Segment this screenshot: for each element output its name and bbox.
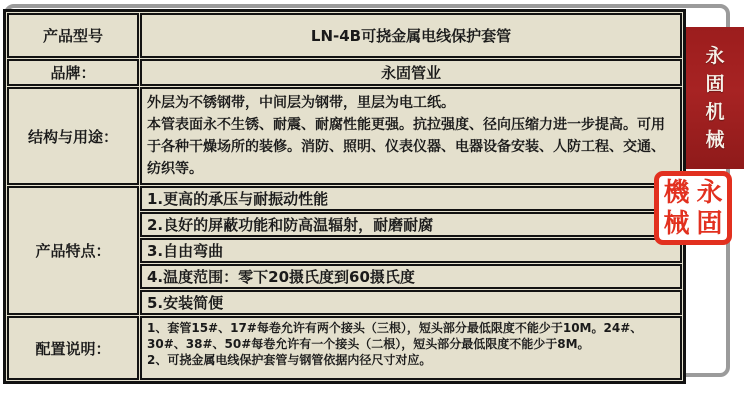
structure-line-2: 本管表面永不生锈、耐震、耐腐性能更强。抗拉强度、径向压缩力进一步提高。可用于各种干燥场所的装修。消防、照明、仪表仪器、电器设备安装、人防工程、交通、纺织等。 <box>147 117 665 177</box>
row-label-model: 产品型号 <box>7 13 139 58</box>
config-item-2: 2、可挠金属电线保护套管与钢管依据内径尺寸对应。 <box>147 353 432 367</box>
row-value-model: LN-4B可挠金属电线保护套管 <box>140 13 682 58</box>
seal-char: 永 <box>696 177 723 208</box>
row-label-config: 配置说明： <box>7 316 139 380</box>
feature-item: 2.良好的屏蔽功能和防高温辐射，耐磨耐腐 <box>140 212 682 237</box>
row-label-brand: 品牌： <box>7 59 139 86</box>
table-row-model <box>7 13 682 58</box>
banner-char: 械 <box>705 128 725 151</box>
table-row-brand <box>7 59 682 86</box>
spec-table <box>3 9 686 384</box>
feature-item: 1.更高的承压与耐振动性能 <box>140 186 682 211</box>
seal-char: 固 <box>696 208 723 239</box>
table-row-structure <box>7 87 682 185</box>
table-row-config <box>7 316 682 380</box>
table-row-feature <box>7 186 682 211</box>
row-value-config <box>140 316 682 380</box>
feature-item: 5.安装简便 <box>140 290 682 315</box>
feature-item: 3.自由弯曲 <box>140 238 682 263</box>
company-seal <box>654 171 732 245</box>
row-value-structure <box>140 87 682 185</box>
seal-char: 機 <box>663 177 690 208</box>
brand-banner <box>686 27 744 169</box>
config-item-1: 1、套管15#、17#每卷允许有两个接头（三根），短头部分最低限度不能少于10M。24#、30#、38#、50#每卷允许有一个接头（二根），短头部分最低限度不能少于8M。 <box>147 321 643 351</box>
banner-char: 固 <box>705 72 725 95</box>
row-value-brand: 永固管业 <box>140 59 682 86</box>
row-label-structure: 结构与用途： <box>7 87 139 185</box>
seal-char: 械 <box>663 208 690 239</box>
banner-char: 永 <box>705 44 725 67</box>
banner-char: 机 <box>705 100 725 123</box>
feature-item: 4.温度范围：零下20摄氏度到60摄氏度 <box>140 264 682 289</box>
structure-line-1: 外层为不锈钢带，中间层为钢带，里层为电工纸。 <box>147 95 455 111</box>
row-label-features: 产品特点： <box>7 186 139 315</box>
